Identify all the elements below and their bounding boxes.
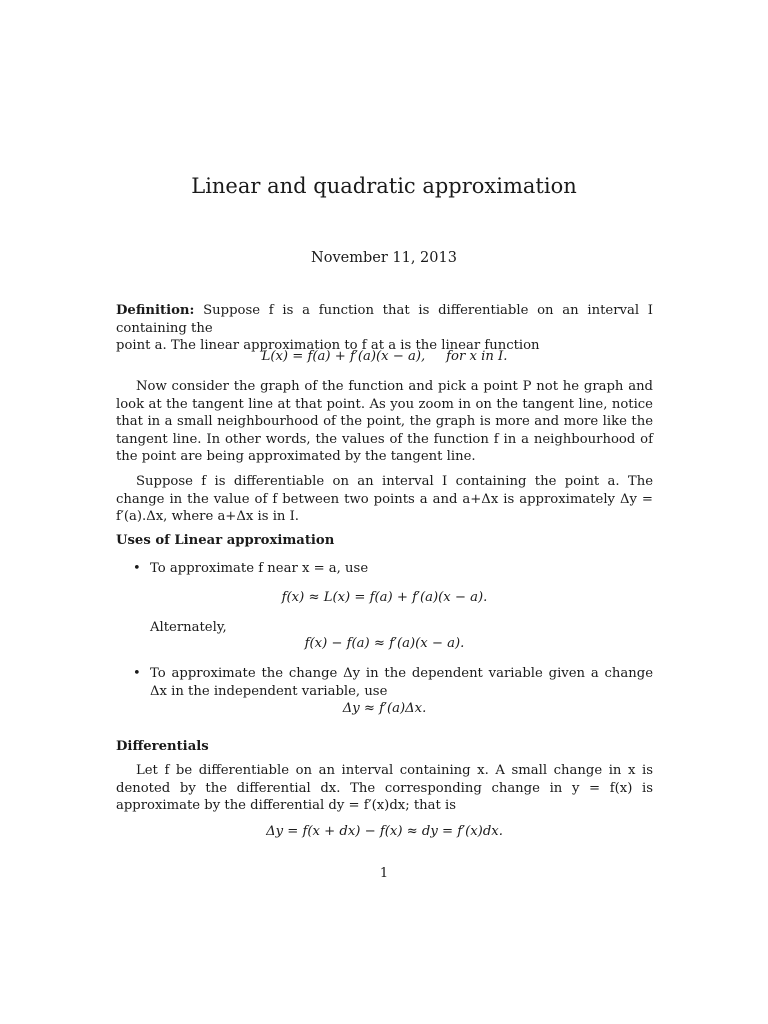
alternately-label: Alternately, xyxy=(150,620,227,635)
bullet-2-equation: Δy ≈ f′(a)Δx. xyxy=(342,701,427,716)
definition-paragraph xyxy=(116,302,653,355)
bullet-item-1: To approximate f near x = a, use xyxy=(150,561,369,576)
bullet-1-equation: f(x) ≈ L(x) = f(a) + f′(a)(x − a). xyxy=(281,590,488,605)
differentials-paragraph: Let f be differentiable on an interval containing x. A small change in x is denoted by the differential dx. The corresponding change in y = f(x) is approximate by the differential dy = f′(x)dx; that is xyxy=(116,763,653,813)
definition-line-1: Suppose f is a function that is differentiable on an interval I containing the xyxy=(116,303,653,336)
uses-heading: Uses of Linear approximation xyxy=(116,533,335,548)
bullet-marker: • xyxy=(133,561,141,576)
page-number: 1 xyxy=(379,866,389,881)
change-approximation-paragraph: Suppose f is differentiable on an interval I containing the point a. The change in the value of f between two points a and a+Δx is approximately Δy = f′(a).Δx, where a+Δx is in I. xyxy=(116,474,653,524)
bullet-item-2: To approximate the change Δy in the dependent variable given a change Δx in the independent variable, use xyxy=(150,666,653,699)
definition-line-2: point a. The linear approximation to f at a is the linear function xyxy=(116,338,540,353)
tangent-line-paragraph: Now consider the graph of the function and pick a point P not he graph and look at the tangent line at that point. As you zoom in on the tangent line, notice that in a small neighbourhood of the point, the graph is more and more like the tangent line. In other words, the values of the function f in a neighbourhood of the point are being approximated by the tangent line. xyxy=(116,379,653,464)
document-date: November 11, 2013 xyxy=(311,250,457,266)
bullet-marker: • xyxy=(133,666,141,681)
linear-approximation-equation: L(x) = f(a) + f′(a)(x − a), for x in I. xyxy=(261,349,508,364)
definition-label: Definition: xyxy=(116,303,195,318)
differentials-heading: Differentials xyxy=(116,739,209,754)
alternately-equation: f(x) − f(a) ≈ f′(a)(x − a). xyxy=(304,636,465,651)
differential-equation: Δy = f(x + dx) − f(x) ≈ dy = f′(x)dx. xyxy=(266,824,503,839)
document-title: Linear and quadratic approximation xyxy=(191,174,577,198)
